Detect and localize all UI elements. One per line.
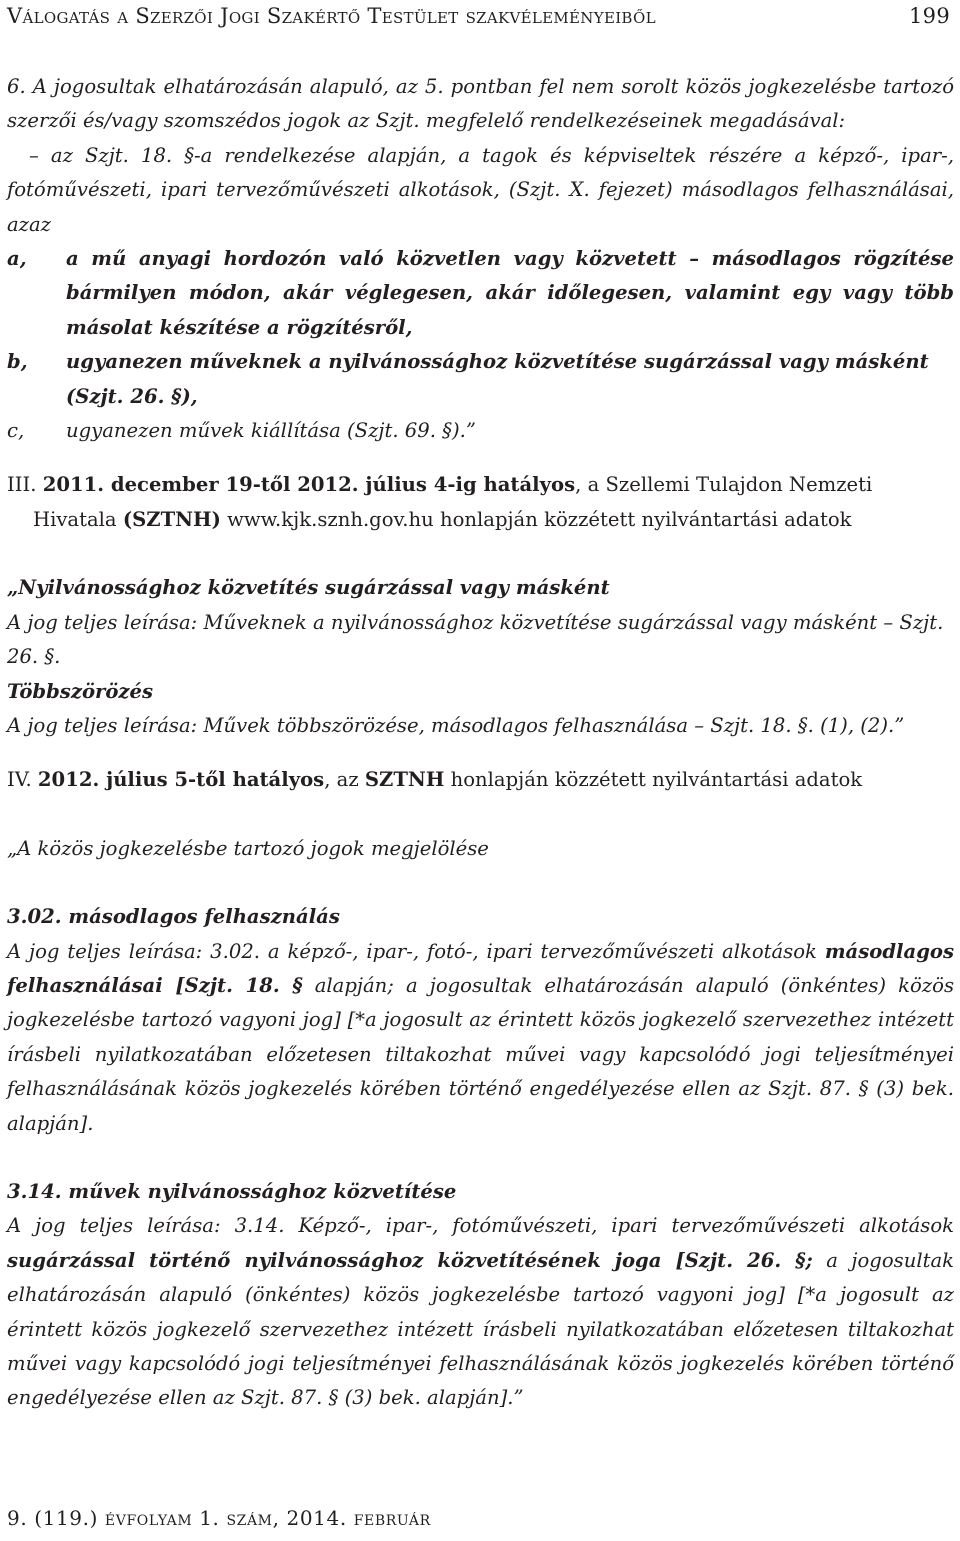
section-4-heading	[7, 763, 954, 797]
section-3-dates: 2011. december 19-től 2012. július 4-ig hatályos	[42, 473, 576, 497]
right-description-reproduction: A jog teljes leírása: Művek többszörözése, másodlagos felhasználása – Szjt. 18. §. (1), (2).”	[7, 713, 905, 737]
paragraph-3-14	[7, 1209, 954, 1415]
list-item-a	[7, 242, 954, 345]
section-3-source: www.kjk.sznh.gov.hu honlapján közzétett nyilvántartási adatok	[220, 507, 852, 531]
item-6-block	[7, 70, 954, 448]
paragraph-3-14-bold: sugárzással történő nyilvánossághoz közvetítésének joga [Szjt. 26. §;	[7, 1248, 813, 1272]
page-number: 199	[909, 4, 950, 28]
item-6-rule: – az Szjt. 18. §-a rendelkezése alapján, a tagok és képviseltek részére a képző-, ipar-, fotóművészeti, ipari tervezőművészeti alkotások, (Szjt. X. fejezet) másodlagos felhasználásai, azaz	[7, 143, 954, 236]
running-header	[7, 4, 950, 36]
list-label-c: c,	[7, 419, 25, 443]
section-4-intro: „A közös jogkezelésbe tartozó jogok megjelölése	[7, 836, 489, 860]
paragraph-3-02-start: A jog teljes leírása: 3.02. a képző-, ipar-, fotó-, ipari tervezőművészeti alkotások	[7, 939, 825, 963]
section-4-numeral: IV.	[7, 768, 38, 792]
list-label-a: a,	[7, 247, 27, 271]
section-4-dates: 2012. július 5-től hatályos	[37, 768, 325, 792]
list-text-a: a mű anyagi hordozón való közvetlen vagy közvetett – másodlagos rögzítése bármilyen módon, akár véglegesen, akár időlegesen, valamint egy vagy több másolat készítése a rögzítésről,	[66, 247, 954, 339]
list-label-b: b,	[7, 350, 28, 374]
right-description-broadcast	[7, 606, 954, 675]
item-6-intro: 6. A jogosultak elhatározásán alapuló, az 5. pontban fel nem sorolt közös jogkezelésbe tartozó szerzői és/vagy szomszédos jogok az Szjt. megfelelő rendelkezéseinek megadásával:	[7, 75, 954, 133]
section-3-heading	[7, 468, 954, 537]
right-description-broadcast-text: A jog teljes leírása: Műveknek a nyilvánossághoz közvetítése sugárzással vagy másként – Szjt. 26. §.	[7, 610, 944, 669]
paragraph-3-14-start: A jog teljes leírása: 3.14. Képző-, ipar-, fotóművészeti, ipari tervezőművészeti alkotások	[7, 1214, 954, 1238]
paragraph-3-02	[7, 935, 954, 1141]
list-item-c	[7, 414, 954, 448]
section-4-acronym: SZTNH	[364, 768, 445, 792]
list-text-c: ugyanezen művek kiállítása (Szjt. 69. §).”	[66, 419, 476, 443]
heading-3-02: 3.02. másodlagos felhasználás	[7, 905, 340, 929]
heading-3-14: 3.14. művek nyilvánossághoz közvetítése	[7, 1179, 457, 1203]
section-4-source: honlapján közzétett nyilvántartási adatok	[444, 768, 863, 792]
section-3-numeral: III.	[7, 473, 43, 497]
section-4-mid: , az	[324, 768, 365, 792]
paragraph-3-02-rest: alapján; a jogosultak elhatározásán alapuló (önkéntes) közös jogkezelésbe tartozó vagyoni jog] [*a jogosult az érintett közös jogkezelő szervezethez intézett írásbeli nyilatkozatában előzetesen tiltakozhat művei vagy kapcsolódó jogi teljesítményei felhasználásának közös jogkezelés körében történő engedélyezése ellen az Szjt. 87. § (3) bek. alapján].	[7, 973, 954, 1135]
running-footer: 9. (119.) évfolyam 1. szám, 2014. február	[7, 1506, 431, 1530]
list-text-b: ugyanezen műveknek a nyilvánossághoz közvetítése sugárzással vagy másként (Szjt. 26. §),	[66, 350, 929, 408]
right-heading-reproduction: Többszörözés	[7, 679, 154, 703]
main-content	[7, 70, 954, 1416]
paragraph-3-14-rest: a jogosultak elhatározásán alapuló (önkéntes) közös jogkezelésbe tartozó vagyoni jog] [*a jogosult az érintett közös jogkezelő szervezethez intézett írásbeli nyilatkozatában előzetesen tiltakozhat művei vagy kapcsolódó jogi teljesítményei felhasználásának közös jogkezelés körében történő engedélyezése ellen az Szjt. 87. § (3) bek. alapján].”	[7, 1248, 955, 1410]
paragraph-3-02-bold: másodlagos felhasználásai [Szjt. 18. §	[7, 939, 954, 997]
section-3-agency: , a Szellemi Tulajdon Nemzeti Hivatala	[33, 473, 873, 531]
right-heading-broadcast: „Nyilvánossághoz közvetítés sugárzással vagy másként	[7, 576, 610, 600]
list-item-b	[7, 345, 954, 414]
section-3-acronym: (SZTNH)	[122, 507, 221, 531]
header-title: Válogatás a Szerzői Jogi Szakértő Testület szakvéleményeiből	[7, 4, 656, 28]
